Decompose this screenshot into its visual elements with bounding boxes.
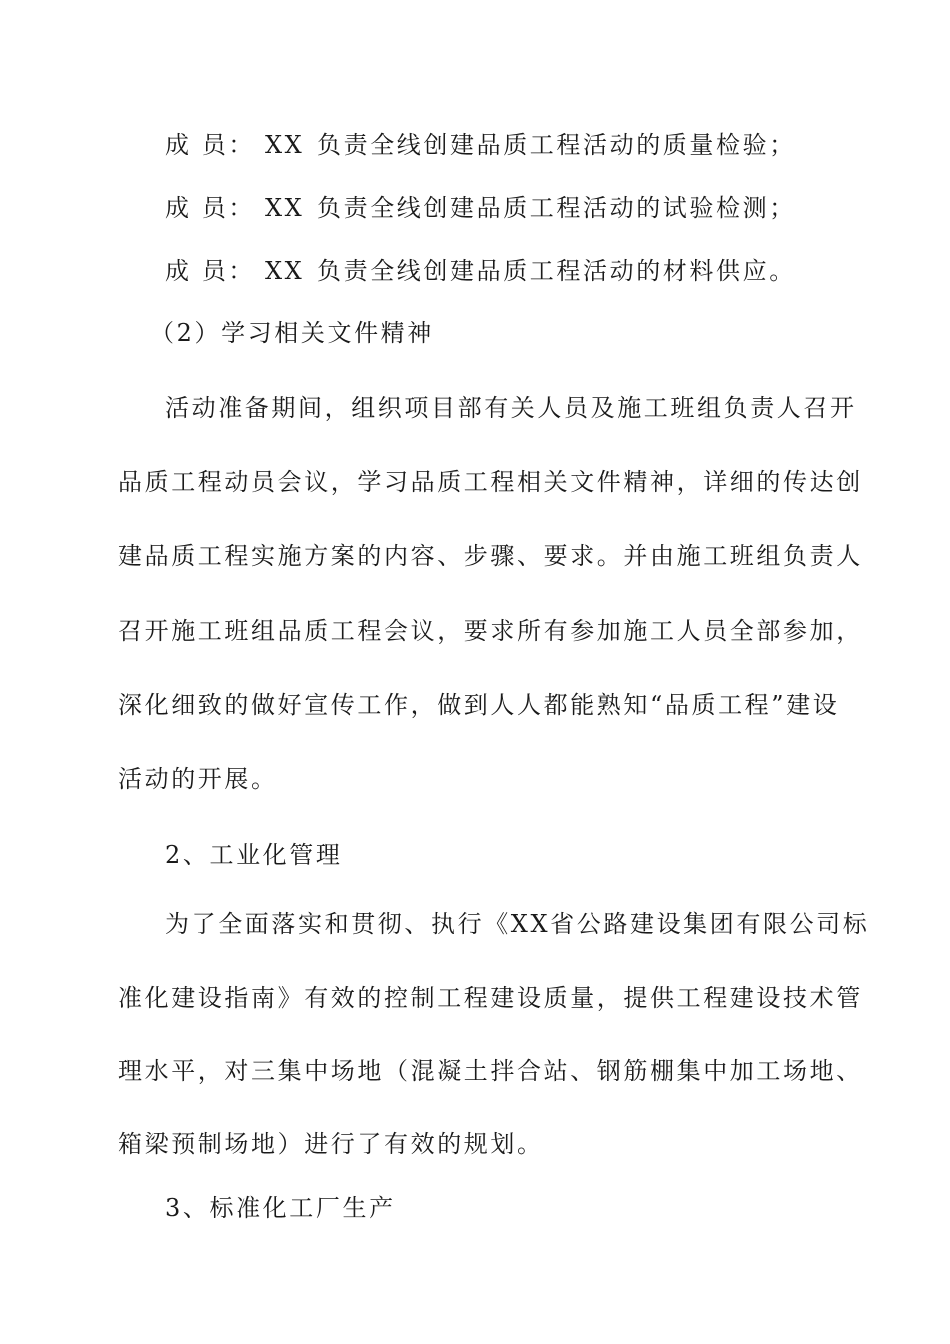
paragraph-line: 建品质工程实施方案的内容、步骤、要求。并由施工班组负责人 [118,542,863,570]
paragraph-line: 活动准备期间，组织项目部有关人员及施工班组负责人召开 [165,394,857,422]
member-duty: 负责全线创建品质工程活动的质量检验； [317,131,796,159]
member-role-label: 成 员： [165,257,256,285]
member-duty: 负责全线创建品质工程活动的材料供应。 [317,257,796,285]
paragraph-line: 品质工程动员会议，学习品质工程相关文件精神，详细的传达创 [118,468,863,496]
paragraph-line: 活动的开展。 [118,765,278,793]
member-role-label: 成 员： [165,194,256,222]
member-role-label: 成 员： [165,131,256,159]
member-name: XX [265,257,305,285]
paragraph-line: 理水平，对三集中场地（混凝土拌合站、钢筋棚集中加工场地、 [118,1057,863,1085]
member-name: XX [265,194,305,222]
paragraph-line: 为了全面落实和贯彻、执行《XX省公路建设集团有限公司标 [165,910,870,938]
paragraph-line: 箱梁预制场地）进行了有效的规划。 [118,1130,544,1158]
section-heading: 3、标准化工厂生产 [165,1194,396,1222]
member-duty: 负责全线创建品质工程活动的试验检测； [317,194,796,222]
paragraph-line: 准化建设指南》有效的控制工程建设质量，提供工程建设技术管 [118,984,863,1012]
member-line-quality [165,130,796,160]
member-line-materials [165,256,796,286]
subsection-heading: （2）学习相关文件精神 [150,319,434,347]
paragraph-line: 深化细致的做好宣传工作，做到人人都能熟知“品质工程”建设 [118,691,840,719]
section-heading: 2、工业化管理 [165,841,343,869]
member-line-testing [165,193,796,223]
paragraph-line: 召开施工班组品质工程会议，要求所有参加施工人员全部参加， [118,617,863,645]
member-name: XX [265,131,305,159]
